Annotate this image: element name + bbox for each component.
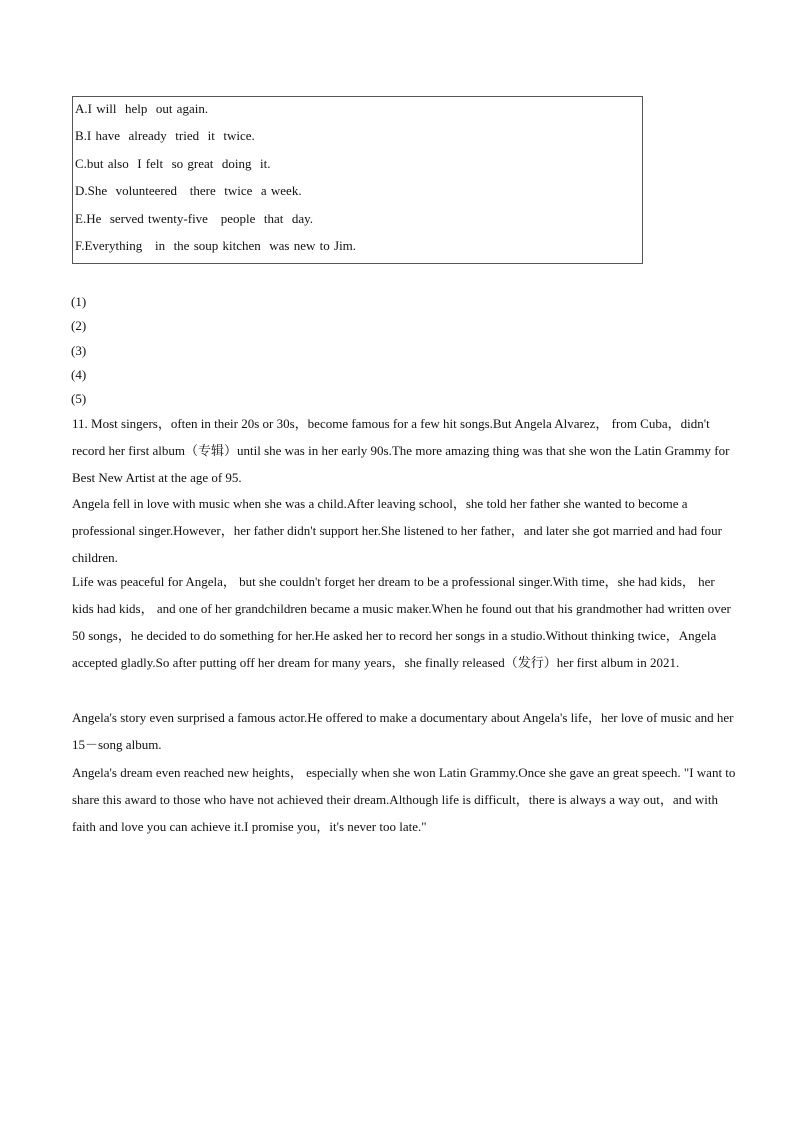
passage-paragraph-1 [72,410,737,491]
answer-blank-1: (1) [71,294,87,309]
answer-blank-4: (4) [71,367,87,382]
passage-paragraph-3: Life was peaceful for Angela， but she couldn't forget her dream to be a professional singer.With time，she had kids， her kids had kids， and one of her grandchildren became a music maker.When he found out that his grandmother had written over 50 songs，he decided to do something for her.He asked her to record her songs in a studio.Without thinking twice，Angela accepted gladly.So after putting off her dream for many years，she finally released（发行）her first album in 2021. [72,574,731,670]
passage-paragraph-4: Angela's story even surprised a famous actor.He offered to make a documentary about Angela's life，her love of music and her 15－song album. [72,710,734,752]
option-b: B.I have already tried it twice. [75,128,255,143]
answer-blank-2: (2) [71,318,87,333]
option-a: A.I will help out again. [75,101,209,116]
options-box [72,96,643,264]
option-f: F.Everything in the soup kitchen was new to Jim. [75,238,357,253]
passage-paragraph-5: Angela's dream even reached new heights， especially when she won Latin Grammy.Once she gave an great speech. "I want to share this award to those who have not achieved their dream.Although life is difficult，there is always a way out，and with faith and love you can achieve it.I promise you，it's never too late." [72,765,736,834]
passage-paragraph-2: Angela fell in love with music when she was a child.After leaving school，she told her father she wanted to become a professional singer.However，her father didn't support her.She listened to her father，and later she got married and had four children. [72,496,722,565]
answer-blank-5: (5) [71,391,87,406]
option-c: C.but also I felt so great doing it. [75,156,271,171]
answer-blank-3: (3) [71,343,87,358]
question-number: 11. [72,416,88,431]
option-e: E.He served twenty-five people that day. [75,211,314,226]
option-d: D.She volunteered there twice a week. [75,183,302,198]
paragraph-1-text: Most singers，often in their 20s or 30s，become famous for a few hit songs.But Angela Alvarez， from Cuba，didn't record her first album（专辑）until she was in her early 90s.The more amazing thing was that she won the Latin Grammy for Best New Artist at the age of 95. [72,416,730,485]
